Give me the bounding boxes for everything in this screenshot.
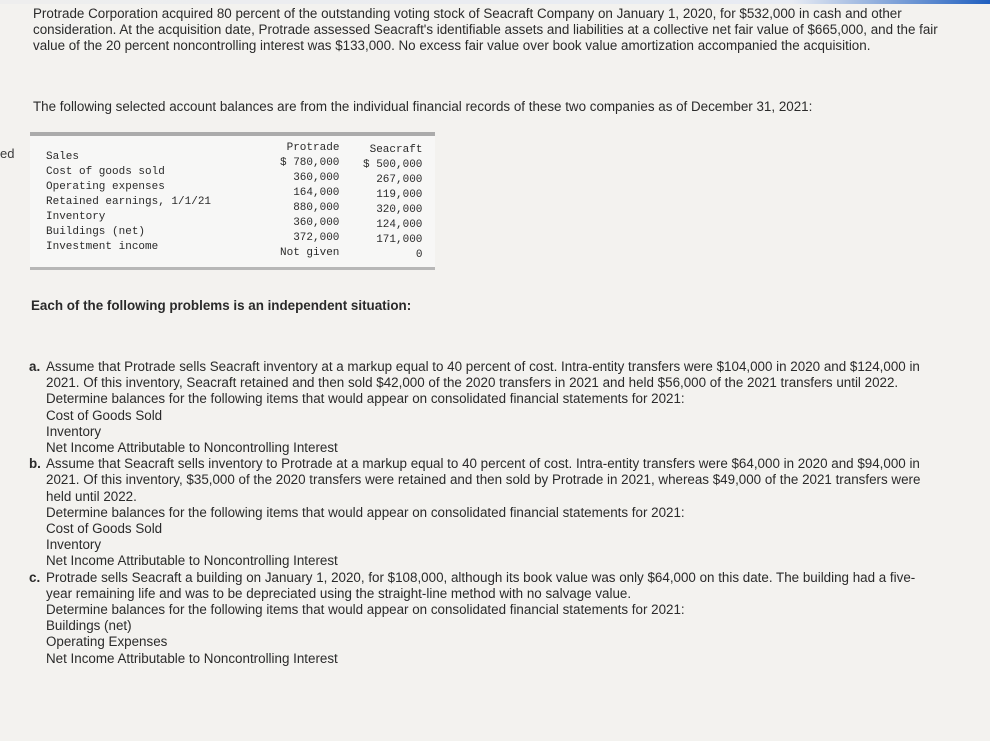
problem-c xyxy=(29,570,939,667)
protrade-value: $ 780,000 xyxy=(280,157,340,169)
problem-text: Assume that Protrade sells Seacraft inventory at a markup equal to 40 percent of cost. Intra-entity transfers were $104,000 in 2020 and $124,000 in 2021. Of this inventory, Seacraft retained and then sold $42,000 of the 2020 transfers in 2021 and held $56,000 of the 2021 transfers until 2022. xyxy=(46,359,920,391)
protrade-value: 372,000 xyxy=(293,232,340,244)
determine-instruction: Determine balances for the following items that would appear on consolidated financial statements for 2021: xyxy=(46,504,685,520)
seacraft-value: 267,000 xyxy=(376,174,423,186)
problem-b xyxy=(29,456,939,569)
answer-item: Net Income Attributable to Noncontrolling Interest xyxy=(46,650,338,666)
top-window-bar xyxy=(0,0,990,4)
account-label: Operating expenses xyxy=(46,181,165,193)
seacraft-value: 171,000 xyxy=(376,234,423,246)
protrade-value: 360,000 xyxy=(293,172,340,184)
answer-item: Inventory xyxy=(46,537,102,553)
account-label: Investment income xyxy=(46,241,159,253)
seacraft-header: Seacraft xyxy=(369,144,423,156)
determine-instruction: Determine balances for the following items that would appear on consolidated financial statements for 2021: xyxy=(46,602,685,618)
account-label: Retained earnings, 1/1/21 xyxy=(46,196,212,208)
determine-instruction: Determine balances for the following items that would appear on consolidated financial statements for 2021: xyxy=(46,391,685,407)
problem-letter: c. xyxy=(29,569,41,585)
problem-text: Protrade sells Seacraft a building on January 1, 2020, for $108,000, although its book value was only $64,000 on this date. The building had a five-year remaining life and was to be depreciated using the straight-line method with no salvage value. xyxy=(46,569,916,601)
balances-intro-paragraph: The following selected account balances are from the individual financial records of these two companies as of December 31, 2021: xyxy=(33,99,813,114)
protrade-value: 880,000 xyxy=(293,202,340,214)
account-label: Inventory xyxy=(46,211,106,223)
protrade-value: 164,000 xyxy=(293,187,340,199)
answer-item: Operating Expenses xyxy=(46,634,168,650)
seacraft-value: 124,000 xyxy=(376,219,423,231)
answer-item: Buildings (net) xyxy=(46,618,132,634)
cropped-side-text: ed xyxy=(0,146,15,161)
seacraft-value: $ 500,000 xyxy=(363,159,423,171)
account-label: Buildings (net) xyxy=(46,226,146,238)
answer-item: Net Income Attributable to Noncontrolling Interest xyxy=(46,440,338,456)
account-balances-table xyxy=(30,132,435,270)
account-labels-column xyxy=(46,150,211,255)
protrade-column xyxy=(280,141,339,261)
problems-list xyxy=(29,359,939,667)
answer-item: Net Income Attributable to Noncontrolling Interest xyxy=(46,553,338,569)
account-label: Cost of goods sold xyxy=(46,166,165,178)
seacraft-column xyxy=(363,143,422,263)
problem-letter: b. xyxy=(29,456,41,472)
answer-item: Cost of Goods Sold xyxy=(46,521,163,537)
protrade-value: 360,000 xyxy=(293,217,340,229)
answer-item: Inventory xyxy=(46,423,102,439)
problem-text: Assume that Seacraft sells inventory to Protrade at a markup equal to 40 percent of cost. Intra-entity transfers were $64,000 in 2020 and $94,000 in 2021. Of this inventory, $35,000 of the 2020 transfers were retained and then sold by Protrade in 2021, whereas $49,000 of the 2021 transfers were held until 2022. xyxy=(46,456,921,504)
protrade-header: Protrade xyxy=(286,142,340,154)
seacraft-value: 119,000 xyxy=(376,189,423,201)
protrade-value: Not given xyxy=(280,247,340,259)
intro-paragraph: Protrade Corporation acquired 80 percent of the outstanding voting stock of Seacraft Company on January 1, 2020, for $532,000 in cash and other consideration. At the acquisition date, Protrade assessed Seacraft's identifiable assets and liabilities at a collective net fair value of $665,000, and the fair value of the 20 percent noncontrolling interest was $133,000. No excess fair value over book value amortization accompanied the acquisition. xyxy=(33,6,938,53)
problem-a xyxy=(29,359,939,456)
seacraft-value: 320,000 xyxy=(376,204,423,216)
answer-item: Cost of Goods Sold xyxy=(46,407,163,423)
seacraft-value: 0 xyxy=(415,249,423,261)
account-label: Sales xyxy=(46,151,80,163)
problem-letter: a. xyxy=(29,359,41,374)
independent-situation-heading: Each of the following problems is an independent situation: xyxy=(31,298,412,313)
